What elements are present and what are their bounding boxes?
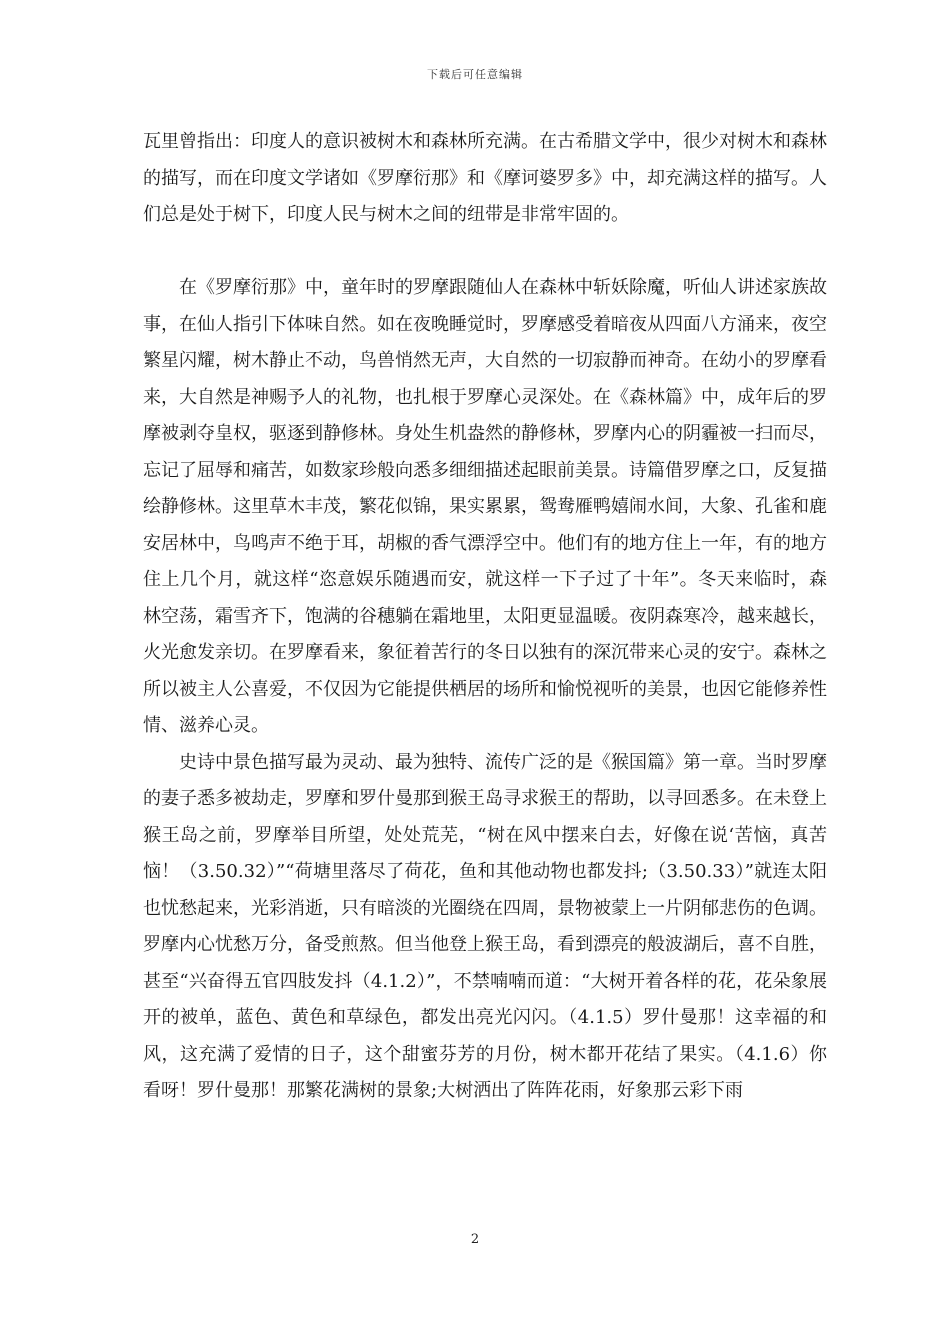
page-number: 2	[470, 1232, 480, 1247]
paragraph-ramayana-forest: 在《罗摩衍那》中，童年时的罗摩跟随仙人在森林中斩妖除魔，听仙人讲述家族故事，在仙人指引下体味自然。如在夜晚睡觉时，罗摩感受着暗夜从四面八方涌来，夜空繁星闪耀，树木静止不动，鸟兽悄然无声，大自然的一切寂静而神奇。在幼小的罗摩看来，大自然是神赐予人的礼物，也扎根于罗摩心灵深处。在《森林篇》中，成年后的罗摩被剥夺皇权，驱逐到静修林。身处生机盎然的静修林，罗摩内心的阴霾被一扫而尽，忘记了屈辱和痛苦，如数家珍般向悉多细细描述起眼前美景。诗篇借罗摩之口，反复描绘静修林。这里草木丰茂，繁花似锦，果实累累，鸳鸯雁鸭嬉闹水间，大象、孔雀和鹿安居林中，鸟鸣声不绝于耳，胡椒的香气漂浮空中。他们有的地方住上一年，有的地方住上几个月，就这样“恣意娱乐随遇而安，就这样一下子过了十年”。冬天来临时，森林空荡，霜雪齐下，饱满的谷穗躺在霜地里，太阳更显温暖。夜阴森寒冷，越来越长，火光愈发亲切。在罗摩看来，象征着苦行的冬日以独有的深沉带来心灵的安宁。森林之所以被主人公喜爱，不仅因为它能提供栖居的场所和愉悦视听的美景，也因它能修养性情、滋养心灵。	[143, 277, 827, 736]
paragraph-spacer	[143, 234, 827, 271]
page-header: 下载后可任意编辑	[427, 68, 523, 81]
document-body	[143, 124, 827, 1110]
paragraph-intro: 瓦里曾指出：印度人的意识被树木和森林所充满。在古希腊文学中，很少对树木和森林的描写，而在印度文学诸如《罗摩衍那》和《摩诃婆罗多》中，却充满这样的描写。人们总是处于树下，印度人民与树木之间的纽带是非常牢固的。	[143, 131, 827, 225]
paragraph-kishkindha: 史诗中景色描写最为灵动、最为独特、流传广泛的是《猴国篇》第一章。当时罗摩的妻子悉多被劫走，罗摩和罗什曼那到猴王岛寻求猴王的帮助，以寻回悉多。在未登上猴王岛之前，罗摩举目所望，处处荒芜，“树在风中摆来白去，好像在说‘苦恼，真苦恼！（3.50.32）”“荷塘里落尽了荷花，鱼和其他动物也都发抖;（3.50.33）”就连太阳也忧愁起来，光彩消逝，只有暗淡的光圈绕在四周，景物被蒙上一片阴郁悲伤的色调。罗摩内心忧愁万分，备受煎熬。但当他登上猴王岛，看到漂亮的般波湖后，喜不自胜，甚至“兴奋得五官四肢发抖（4.1.2）”，不禁喃喃而道：“大树开着各样的花，花朵象展开的被单，蓝色、黄色和草绿色，都发出亮光闪闪。（4.1.5）罗什曼那！这幸福的和风，这充满了爱情的日子，这个甜蜜芬芳的月份，树木都开花结了果实。（4.1.6）你看呀！罗什曼那！那繁花满树的景象;大树洒出了阵阵花雨，好象那云彩下雨	[143, 751, 827, 1101]
